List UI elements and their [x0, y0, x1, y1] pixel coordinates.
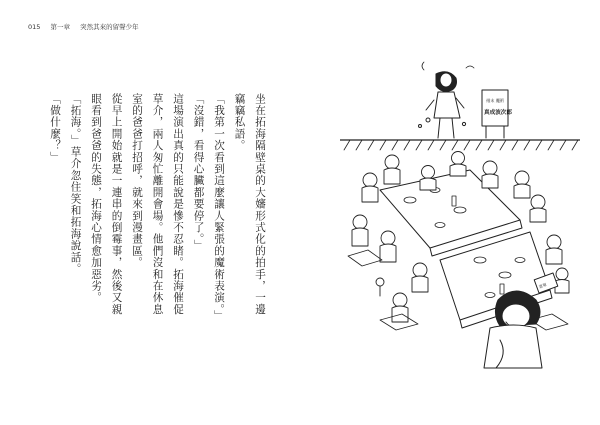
paragraph: 從早上開始就是一連串的倒霉事，然後又親眼看到爸爸的失態，拓海心情愈加惡劣。: [90, 93, 123, 316]
sign-main-text: 真成波次郎: [484, 110, 512, 116]
stage: [340, 140, 580, 150]
sign-small-text: 週末 魔術: [486, 98, 505, 103]
paragraph: 「沒錯，看得心臟都要停了。」: [192, 93, 205, 252]
paragraph: 「我第一次看到這麼讓人緊張的魔術表演。」: [213, 93, 225, 322]
page-number: 015: [28, 23, 41, 31]
body-text: [40, 93, 270, 323]
chapter-label: 第一章: [50, 23, 70, 31]
magic-show-illustration: [340, 60, 580, 370]
stage-sign: [482, 90, 512, 138]
chapter-title: 突然其來的留聲少年: [80, 23, 139, 31]
paragraph: 「做什麼？」: [49, 93, 61, 164]
paragraph: 這場演出真的只能說是慘不忍睹。拓海催促草介，兩人匆忙離開會場。他們沒和在休息室的爸爸打招呼，就來到漫畫區。: [131, 93, 184, 316]
magician-figure: [419, 62, 475, 138]
running-header: [28, 22, 147, 31]
paragraph: 「拓海。」草介忽住笑和拓海說話。: [69, 93, 82, 275]
paragraph: 坐在拓海隔壁桌的大嬸形式化的拍手，一邊竊竊私語。: [233, 93, 266, 316]
menu-board-text: 菜單: [538, 282, 548, 290]
